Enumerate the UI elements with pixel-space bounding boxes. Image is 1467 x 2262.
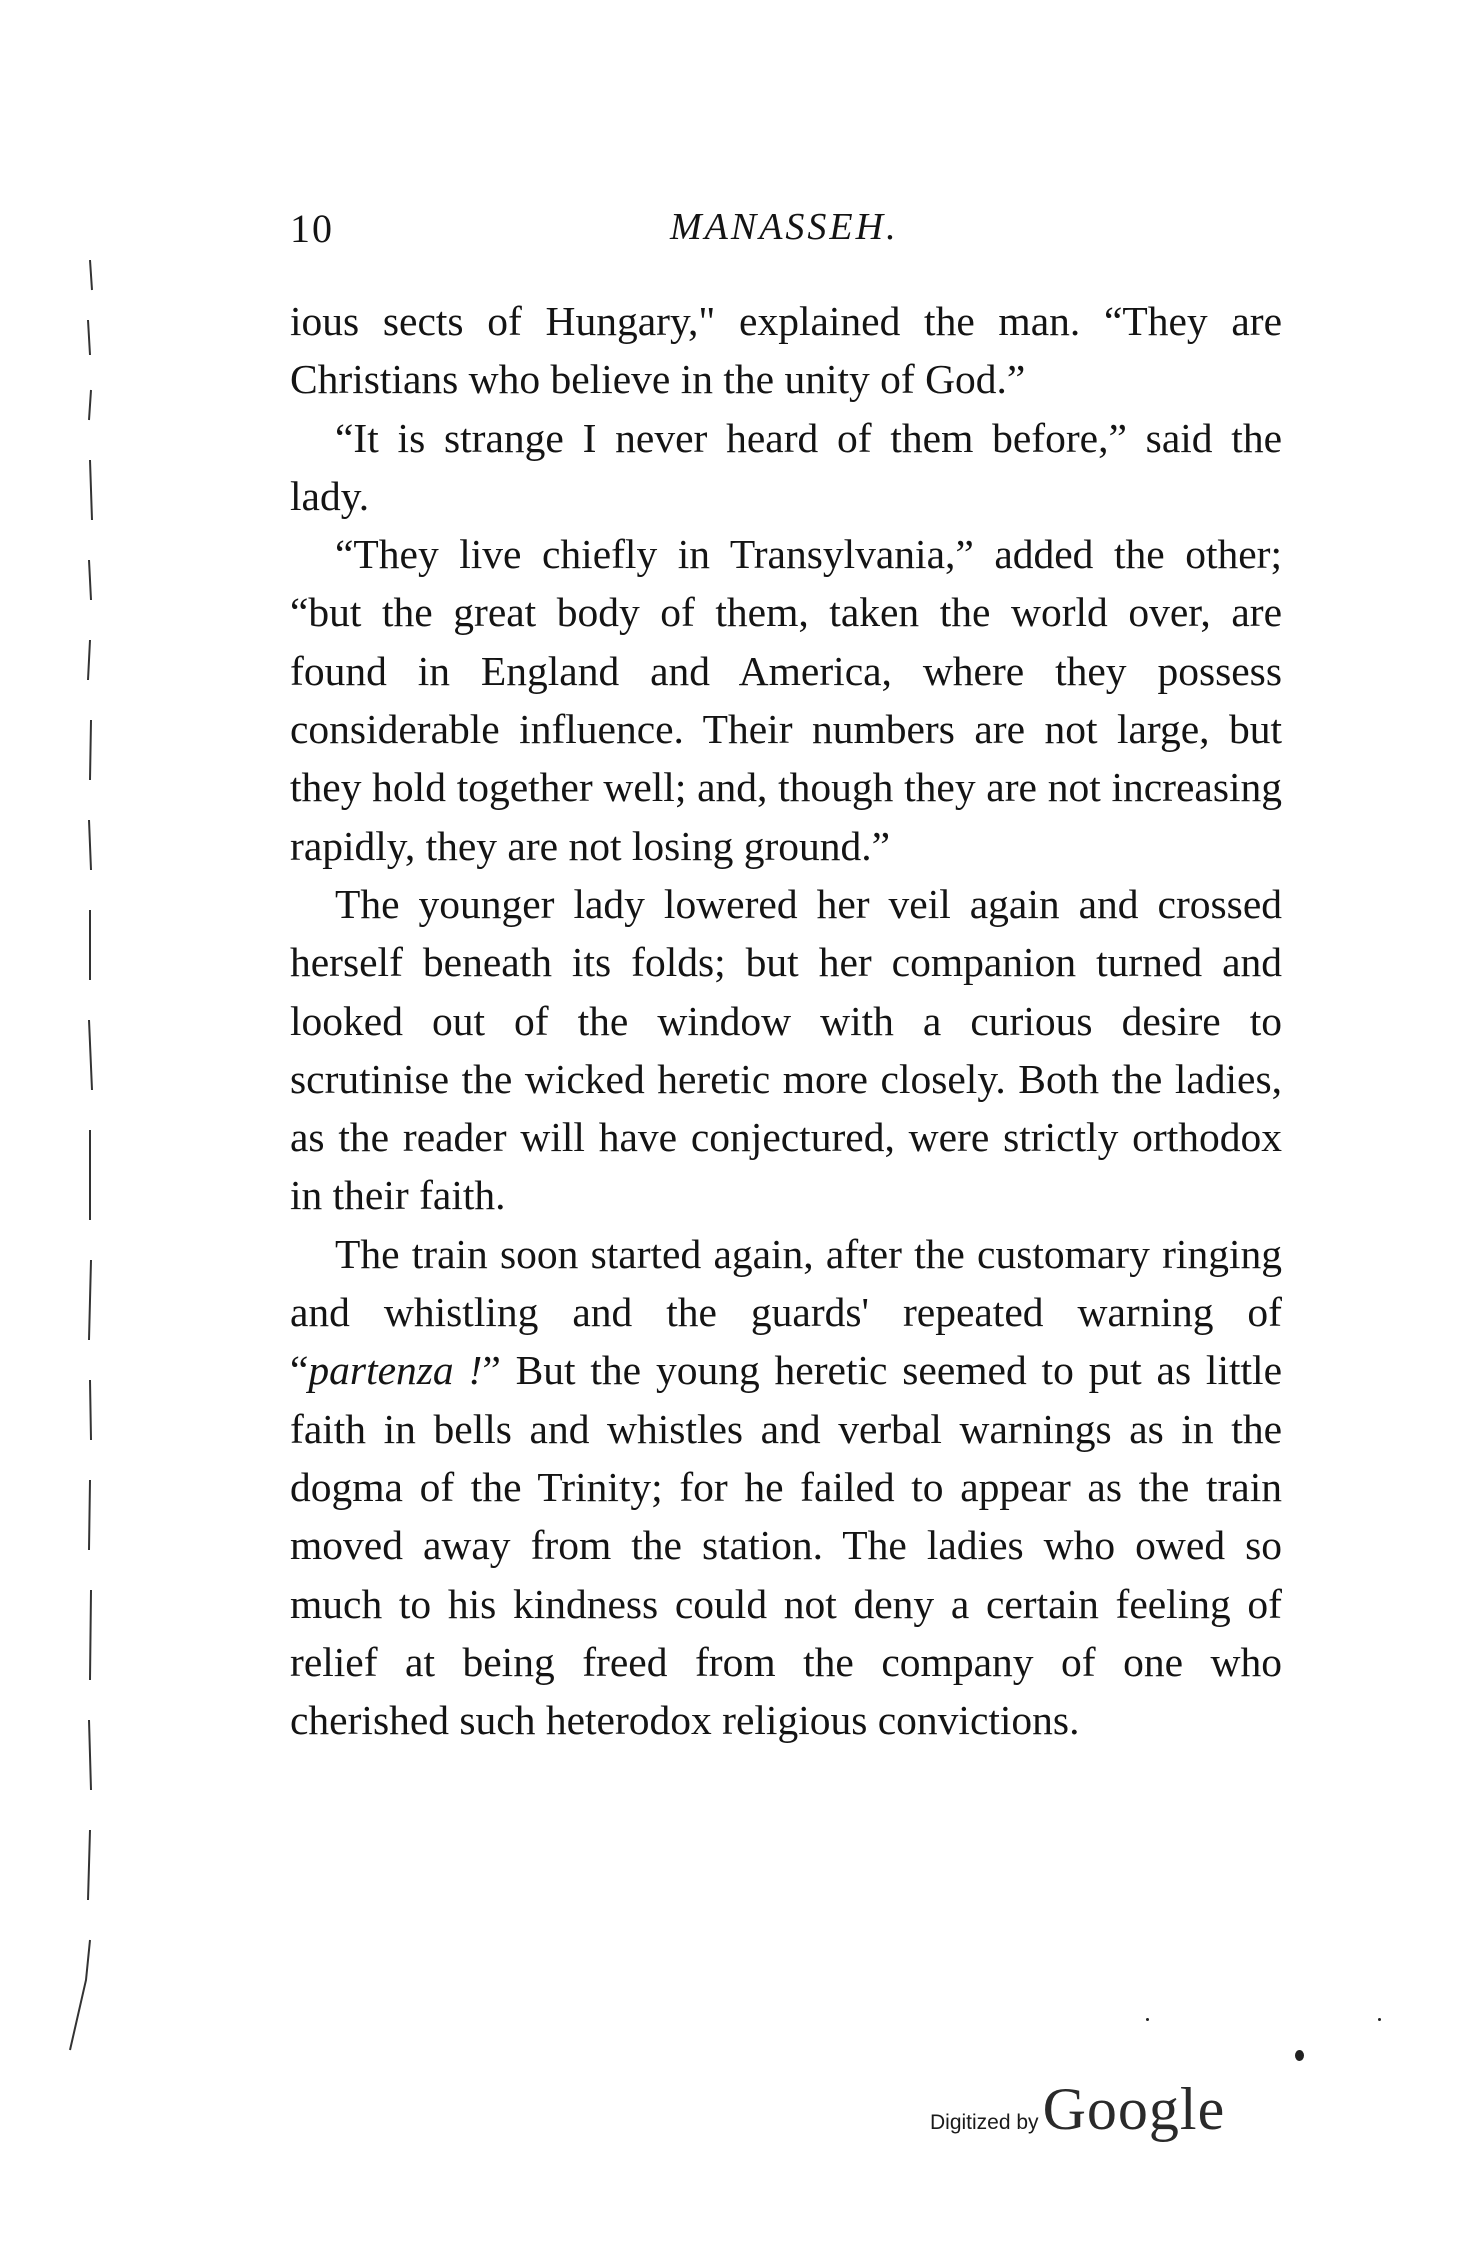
italic-phrase: partenza ! <box>308 1347 483 1394</box>
paragraph: The younger lady lowered her veil again and crossed herself beneath its folds; but her companion turned and looked out of the window with a curious desire to scrutinise the wicked heretic more closely. Both the ladies, as the reader will have conjectured, were strictly orthodox in their faith. <box>290 880 1282 1219</box>
gutter-scan-artifacts <box>40 260 120 2120</box>
body-text <box>290 292 1282 1749</box>
paragraph: “It is strange I never heard of them before,” said the lady. <box>290 414 1282 519</box>
running-head <box>290 205 1280 265</box>
scan-speck <box>1378 2018 1381 2021</box>
running-title: MANASSEH. <box>670 206 899 248</box>
google-logo-text: Google <box>1042 2076 1226 2142</box>
scan-speck <box>1295 2050 1304 2061</box>
paragraph: “They live chiefly in Transylvania,” added the other; “but the great body of them, taken the world over, are found in England and America, where they possess considerable influence. Their numbers are not large, but they hold together well; and, though they are not increasing rapidly, they are not losing ground.” <box>290 531 1282 869</box>
page-number: 10 <box>290 206 334 251</box>
paragraph: ious sects of Hungary," explained the man. “They are Christians who believe in the unity of God.” <box>290 298 1282 403</box>
paragraph <box>290 1225 1282 1750</box>
digitization-watermark <box>930 2075 1225 2145</box>
paragraph-text: ” But the young heretic seemed to put as little faith in bells and whistles and verbal warnings as in the dogma of the Trinity; for he failed to appear as the train moved away from the station. The ladies who owed so much to his kindness could not deny a certain feeling of relief at being freed from the company of one who cherished such heterodox religious convictions. <box>290 1347 1283 1744</box>
paragraph-text: The train soon started again, after the customary ringing and whistling and the guards' repeated warning of “ <box>290 1230 1282 1394</box>
digitized-by-label: Digitized by <box>930 2111 1039 2134</box>
scan-speck <box>1146 2018 1149 2021</box>
